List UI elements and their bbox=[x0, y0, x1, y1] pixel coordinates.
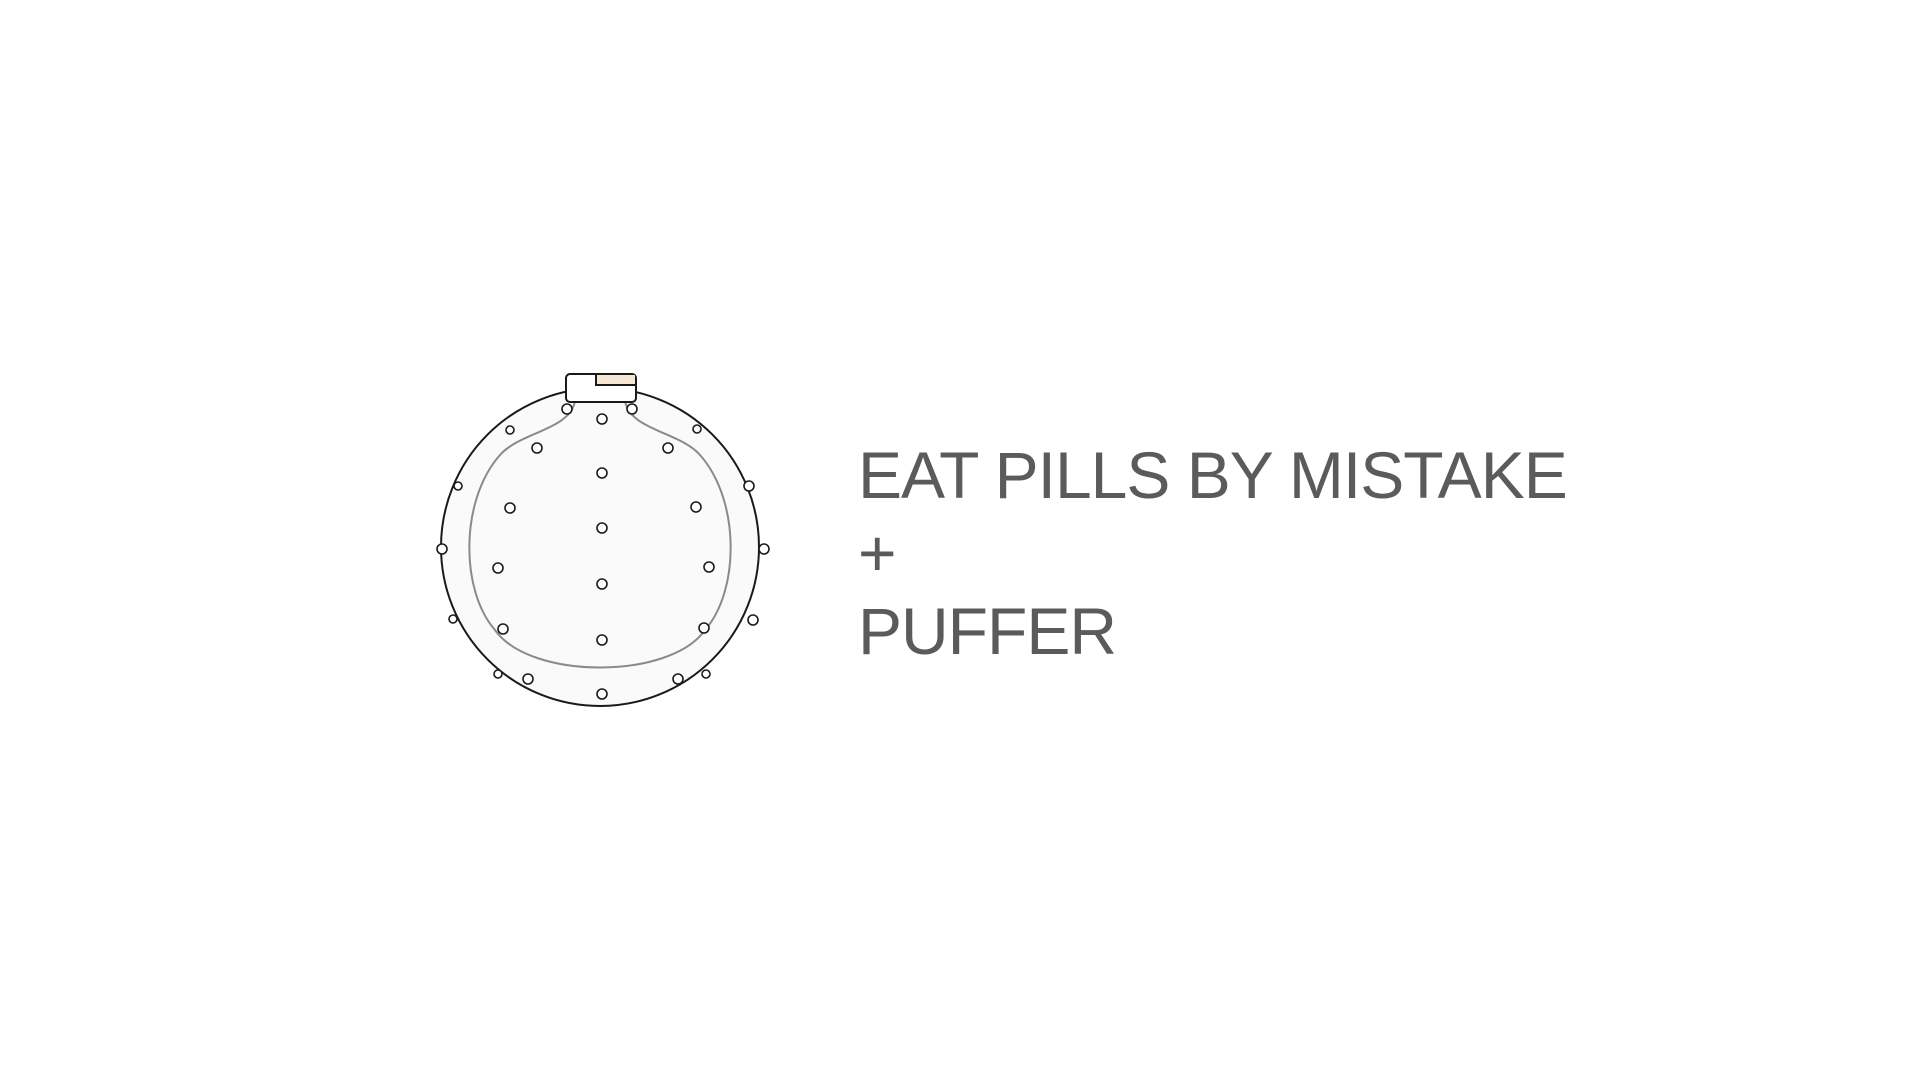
caption-line-title: EAT PILLS BY MISTAKE bbox=[858, 438, 1567, 512]
puffer-body-outline bbox=[441, 388, 759, 706]
caption-line-plus: + bbox=[858, 516, 896, 590]
puffer-fish-icon bbox=[420, 360, 780, 730]
puffer-cap-accent bbox=[596, 375, 635, 385]
caption-line-subject: PUFFER bbox=[858, 594, 1116, 668]
slide-caption bbox=[858, 436, 1567, 670]
